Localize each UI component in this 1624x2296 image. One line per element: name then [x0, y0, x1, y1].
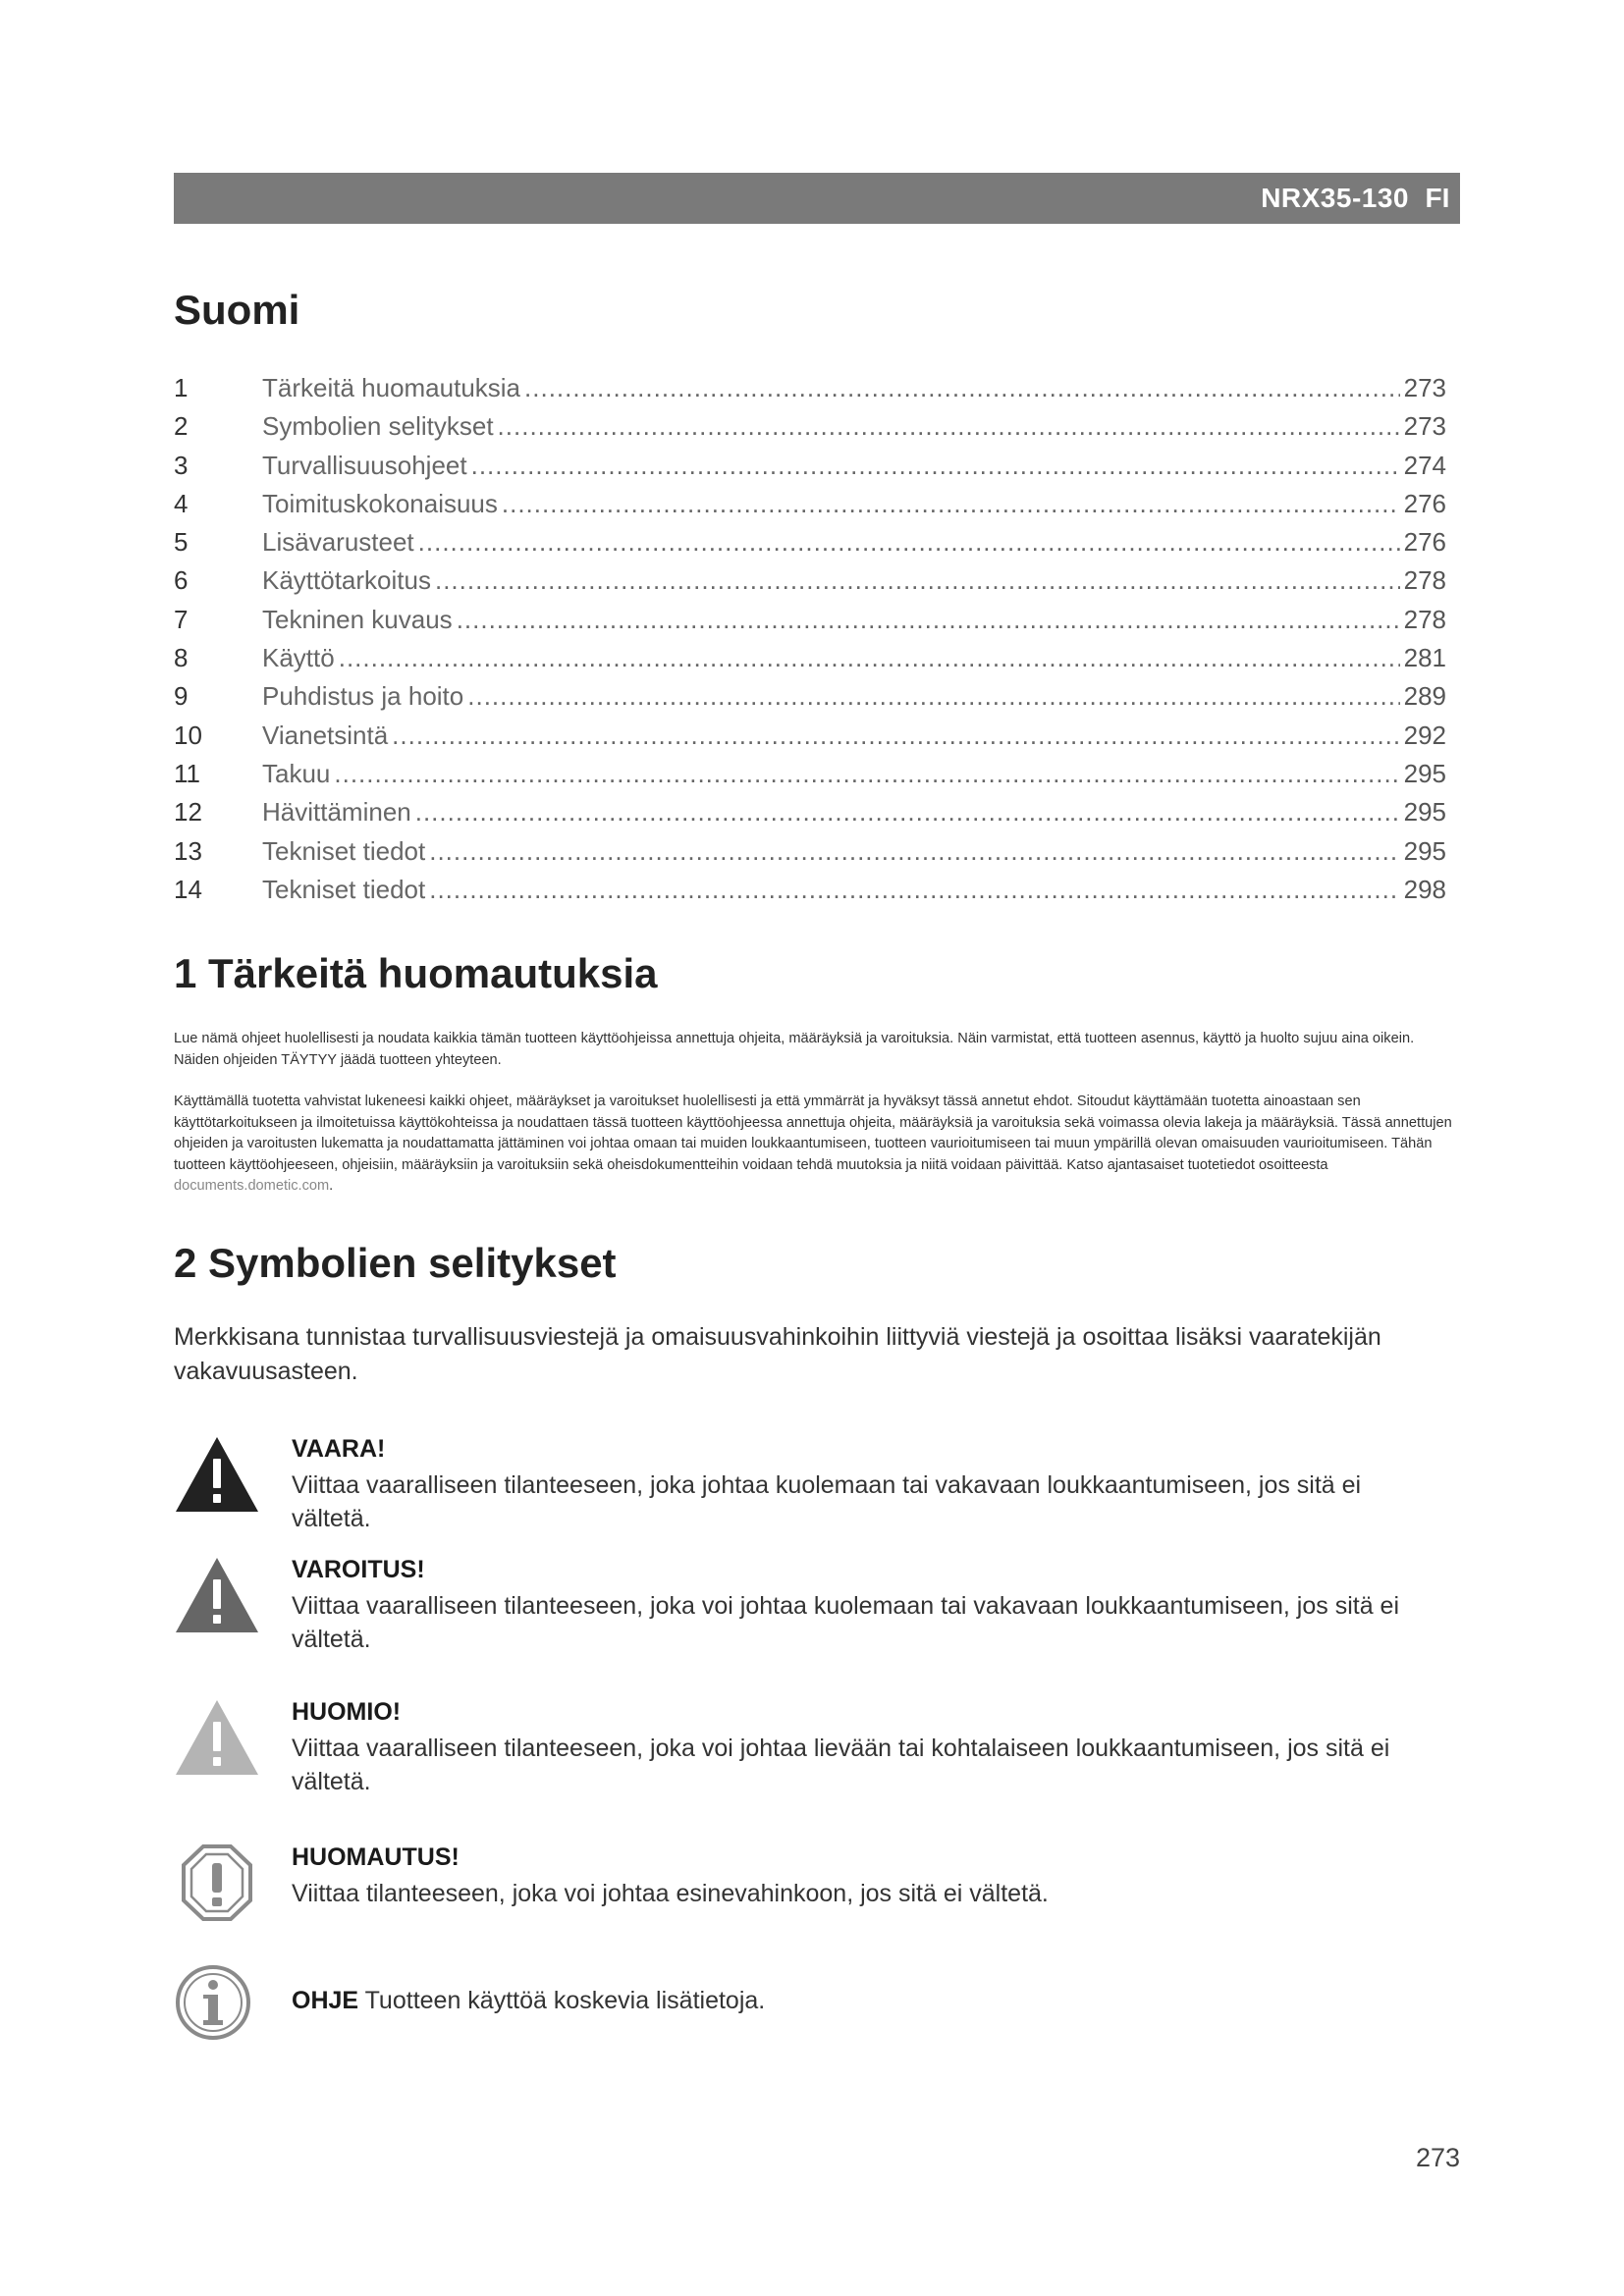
toc-page: 292	[1403, 720, 1446, 750]
toc-number: 10	[174, 720, 202, 750]
section-heading: 1 Tärkeitä huomautuksia	[174, 950, 658, 996]
paragraph: Lue nämä ohjeet huolellisesti ja noudata kaikkia tämän tuotteen käyttöohjeissa annettuja ohjeita, määräyksiä ja varoituksia. Näin varmistat, että tuotteen asennus, käyttö ja huolto sujuu aina oikein. Näiden ohjeiden TÄYTYY jäädä tuotteen yhteyteen.	[174, 1031, 1415, 1068]
toc-title: Käyttötarkoitus	[262, 565, 431, 596]
toc-item[interactable]	[174, 373, 1446, 411]
toc-title: Lisävarusteet	[262, 527, 414, 558]
toc-title: Tärkeitä huomautuksia	[262, 373, 521, 402]
documents-link[interactable]: documents.dometic.com	[174, 1178, 330, 1195]
warning-icon	[174, 1556, 260, 1634]
toc-page: 276	[1403, 488, 1446, 518]
toc-title: Puhdistus ja hoito	[262, 681, 464, 712]
toc-item[interactable]	[174, 759, 1446, 797]
toc-page: 273	[1403, 373, 1446, 402]
toc-title: Tekniset tiedot	[262, 835, 426, 866]
toc-page: 295	[1403, 797, 1446, 828]
toc-page: 281	[1403, 643, 1446, 673]
symbol-label: VAROITUS!	[292, 1556, 425, 1583]
header-bar	[174, 173, 1460, 224]
toc-leader	[457, 605, 1400, 635]
symbol-label: VAARA!	[292, 1435, 386, 1463]
toc-title: Takuu	[262, 758, 331, 788]
toc-title: Käyttö	[262, 643, 335, 673]
toc-number: 11	[174, 758, 200, 788]
toc-leader	[502, 489, 1400, 519]
toc-page: 276	[1403, 527, 1446, 558]
toc-item[interactable]	[174, 605, 1446, 643]
toc-item[interactable]	[174, 489, 1446, 527]
toc-leader	[524, 373, 1400, 403]
toc-item[interactable]	[174, 643, 1446, 681]
symbol-line	[292, 1987, 765, 2015]
toc-leader	[415, 797, 1400, 828]
toc-number: 6	[174, 565, 189, 596]
toc-item[interactable]	[174, 527, 1446, 565]
toc-page: 274	[1403, 450, 1446, 480]
notice-octagon-icon	[174, 1843, 260, 1922]
symbol-description: Viittaa tilanteeseen, joka voi johtaa esinevahinkoon, jos sitä ei vältetä.	[292, 1880, 1049, 1907]
symbol-description: Viittaa vaaralliseen tilanteeseen, joka voi johtaa lievään tai kohtalaiseen loukkaantumiseen, jos sitä ei vältetä.	[292, 1735, 1390, 1795]
language-code: FI	[1425, 183, 1450, 213]
toc-item[interactable]	[174, 411, 1446, 450]
danger-warning-icon	[174, 1435, 260, 1514]
toc-item[interactable]	[174, 875, 1446, 913]
toc-leader	[392, 721, 1399, 751]
paragraph-end: .	[329, 1178, 334, 1195]
toc-leader	[435, 565, 1400, 596]
toc-title: Symbolien selitykset	[262, 411, 494, 442]
table-of-contents	[174, 373, 1446, 913]
toc-number: 5	[174, 527, 189, 558]
section-heading: 2 Symbolien selitykset	[174, 1240, 617, 1286]
page-number: 273	[1415, 2143, 1460, 2172]
toc-page: 289	[1403, 681, 1446, 712]
toc-number: 2	[174, 411, 189, 442]
toc-page: 298	[1403, 874, 1446, 904]
info-icon	[174, 1963, 260, 2042]
toc-item[interactable]	[174, 797, 1446, 835]
toc-item[interactable]	[174, 721, 1446, 759]
toc-number: 12	[174, 797, 202, 828]
toc-title: Tekninen kuvaus	[262, 604, 453, 634]
toc-leader	[334, 759, 1399, 789]
toc-leader	[471, 451, 1400, 481]
symbol-description: Tuotteen käyttöä koskevia lisätietoja.	[364, 1987, 766, 2014]
symbol-label: HUOMIO!	[292, 1698, 402, 1726]
toc-page: 295	[1403, 835, 1446, 866]
toc-number: 3	[174, 450, 189, 480]
toc-page: 295	[1403, 758, 1446, 788]
language-title: Suomi	[174, 287, 300, 333]
model-name: NRX35-130	[1261, 183, 1409, 213]
caution-icon	[174, 1698, 260, 1777]
toc-leader	[418, 527, 1400, 558]
toc-item[interactable]	[174, 451, 1446, 489]
symbol-label: HUOMAUTUS!	[292, 1843, 460, 1871]
toc-page: 278	[1403, 604, 1446, 634]
symbol-description: Viittaa vaaralliseen tilanteeseen, joka voi johtaa kuolemaan tai vakavaan loukkaantumiseen, jos sitä ei vältetä.	[292, 1592, 1400, 1653]
toc-leader	[339, 643, 1400, 673]
toc-title: Hävittäminen	[262, 797, 411, 828]
toc-number: 14	[174, 874, 202, 904]
toc-leader	[498, 411, 1400, 442]
toc-title: Vianetsintä	[262, 720, 389, 750]
toc-number: 9	[174, 681, 189, 712]
toc-item[interactable]	[174, 681, 1446, 720]
toc-title: Toimituskokonaisuus	[262, 488, 498, 518]
toc-leader	[429, 875, 1399, 905]
toc-page: 273	[1403, 411, 1446, 442]
toc-item[interactable]	[174, 565, 1446, 604]
intro-paragraph: Merkkisana tunnistaa turvallisuusviestejä ja omaisuusvahinkoihin liittyviä viestejä ja osoittaa lisäksi vaaratekijän vakavuusasteen.	[174, 1323, 1381, 1385]
toc-number: 4	[174, 488, 189, 518]
paragraph-text: Käyttämällä tuotetta vahvistat lukeneesi kaikki ohjeet, määräykset ja varoitukset huolellisesti ja että ymmärrät ja hyväksyt tässä annetut ehdot. Sitoudut käyttämään tuotetta ainoastaan sen käyttötarkoitukseen ja ilmoitetuissa käyttökohteissa ja noudattaen tässä tuotteen käyttöohjeessa annettuja ohjeita, määräyksiä ja varoituksia sekä voimassa olevia lakeja ja määräyksiä. Tässä annettujen ohjeiden ja varoitusten lukematta ja noudattamatta jättäminen voi johtaa omaan tai muiden loukkaantumiseen, tuotteen vaurioitumiseen tai muun ympärillä olevan omaisuuden vaurioitumiseen. Tähän tuotteen käyttöohjeeseen, ohjeisiin, määräyksiin ja varoituksiin sekä oheisdokumentteihin voidaan tehdä muutoksia ja niitä voidaan päivittää. Katso ajantasaiset tuotetiedot osoitteesta	[174, 1094, 1452, 1173]
symbol-label: OHJE	[292, 1987, 359, 2014]
symbol-description: Viittaa vaaralliseen tilanteeseen, joka johtaa kuolemaan tai vakavaan loukkaantumiseen, jos sitä ei vältetä.	[292, 1471, 1362, 1532]
toc-number: 7	[174, 604, 189, 634]
toc-page: 278	[1403, 565, 1446, 596]
toc-title: Turvallisuusohjeet	[262, 450, 467, 480]
toc-number: 13	[174, 835, 202, 866]
toc-leader	[429, 836, 1399, 867]
paragraph	[174, 1092, 1460, 1198]
toc-number: 1	[174, 373, 189, 402]
toc-item[interactable]	[174, 836, 1446, 875]
toc-title: Tekniset tiedot	[262, 874, 426, 904]
toc-number: 8	[174, 643, 189, 673]
toc-leader	[467, 681, 1399, 712]
